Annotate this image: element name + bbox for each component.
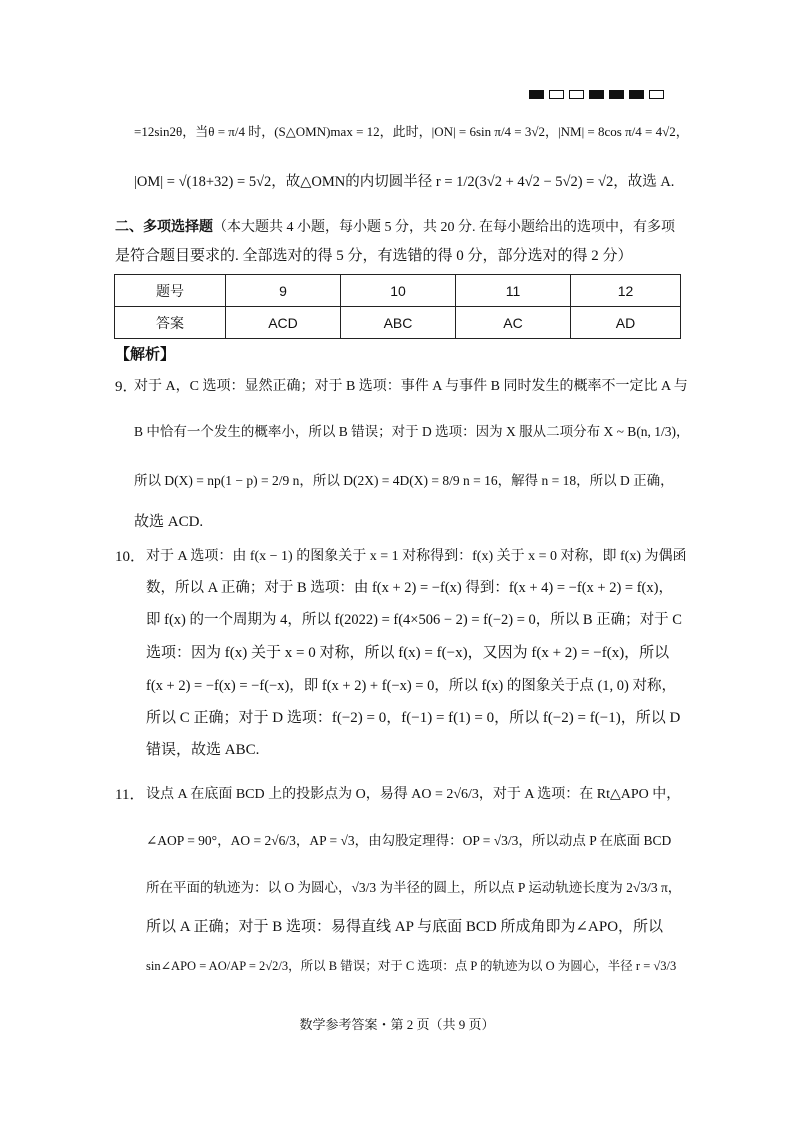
q10-line-7: 错误，故选 ABC. [146,742,260,758]
q9-line-2: B 中恰有一个发生的概率小，所以 B 错误；对于 D 选项：因为 X 服从二项分布 X ~ B(n, 1/3)， [134,424,690,439]
outline-square-icon [569,90,584,99]
table-row [115,307,681,339]
section-title: 二、多项选择题 [115,220,213,235]
filled-square-icon [529,90,544,99]
table-cell: 答案 [115,307,226,339]
outline-square-icon [549,90,564,99]
q10-line-1: 对于 A 选项：由 f(x − 1) 的图象关于 x = 1 对称得到：f(x) 关于 x = 0 对称，即 f(x) 为偶函 [146,549,687,564]
table-cell: 9 [226,275,341,307]
q9-line-1: 对于 A，C 选项：显然正确；对于 B 选项：事件 A 与事件 B 同时发生的概率不一定比 A 与 [134,379,688,394]
outline-square-icon [649,90,664,99]
table-cell: 题号 [115,275,226,307]
table-cell: ACD [226,307,341,339]
section-description: （本大题共 4 小题，每小题 5 分，共 20 分. 在每小题给出的选项中，有多项 [213,220,675,235]
section-description-2: 是符合题目要求的. 全部选对的得 5 分，有选错的得 0 分，部分选对的得 2 分） [115,248,633,264]
question-number: 10． [115,549,146,565]
table-row [115,275,681,307]
q11-line-1: 设点 A 在底面 BCD 上的投影点为 O，易得 AO = 2√6/3，对于 A 选项：在 Rt△APO 中， [146,787,681,802]
table-cell: 11 [456,275,571,307]
solution-line-2: |OM| = √(18+32) = 5√2，故△OMN的内切圆半径 r = 1/2(3√2 + 4√2 − 5√2) = √2，故选 A. [134,174,675,190]
q9-line-4: 故选 ACD. [134,514,204,530]
q11-line-3: 所在平面的轨迹为：以 O 为圆心，√3/3 为半径的圆上，所以点 P 运动轨迹长度为 2√3/3 π， [146,880,682,895]
filled-square-icon [589,90,604,99]
q10-line-6: 所以 C 正确；对于 D 选项：f(−2) = 0，f(−1) = f(1) = 0，所以 f(−2) = f(−1)，所以 D [146,710,681,726]
filled-square-icon [609,90,624,99]
table-cell: AD [571,307,681,339]
question-number: 11． [115,787,145,803]
q10-line-4: 选项：因为 f(x) 关于 x = 0 对称，所以 f(x) = f(−x)，又因为 f(x + 2) = −f(x)，所以 [146,645,670,661]
q11-line-4: 所以 A 正确；对于 B 选项：易得直线 AP 与底面 BCD 所成角即为∠APO，所以 [146,919,664,935]
q11-line-5: sin∠APO = AO/AP = 2√2/3，所以 B 错误；对于 C 选项：点 P 的轨迹为以 O 为圆心，半径 r = √3/3 [146,959,677,973]
q10-line-5: f(x + 2) = −f(x) = −f(−x)，即 f(x + 2) + f(−x) = 0，所以 f(x) 的图象关于点 (1, 0) 对称， [146,678,676,694]
q9-line-3: 所以 D(X) = np(1 − p) = 2/9 n，所以 D(2X) = 4D(X) = 8/9 n = 16，解得 n = 18，所以 D 正确， [134,473,674,488]
section-header [115,218,675,238]
answer-table [114,274,681,339]
solution-line-1: =12sin2θ，当θ = π/4 时，(S△OMN)max = 12，此时，|ON| = 6sin π/4 = 3√2，|NM| = 8cos π/4 = 4√2， [134,124,689,139]
table-cell: 10 [341,275,456,307]
header-decoration [529,90,664,99]
analysis-label: 【解析】 [115,347,176,363]
table-cell: 12 [571,275,681,307]
table-cell: ABC [341,307,456,339]
q10-line-3: 即 f(x) 的一个周期为 4，所以 f(2022) = f(4×506 − 2) = f(−2) = 0，所以 B 正确；对于 C [146,612,682,628]
q11-line-2: ∠AOP = 90°，AO = 2√6/3，AP = √3，由勾股定理得：OP = √3/3，所以动点 P 在底面 BCD [146,833,672,848]
table-cell: AC [456,307,571,339]
page-footer: 数学参考答案・第 2 页（共 9 页） [299,1017,495,1032]
filled-square-icon [629,90,644,99]
q10-line-2: 数，所以 A 正确；对于 B 选项：由 f(x + 2) = −f(x) 得到：f(x + 4) = −f(x + 2) = f(x)， [146,580,673,596]
question-number: 9． [115,379,138,395]
